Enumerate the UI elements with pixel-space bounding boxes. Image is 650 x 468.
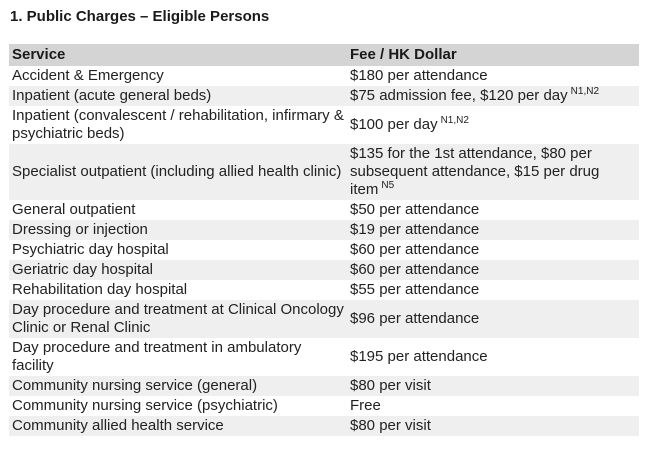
service-text: Community nursing service (general) (12, 377, 258, 394)
fee-cell (347, 220, 639, 240)
fee-text: $195 per attendance (350, 348, 488, 365)
service-text: Dressing or injection (12, 221, 148, 238)
service-text: Rehabilitation day hospital (12, 281, 188, 298)
service-text: Community allied health service (12, 417, 224, 434)
fee-cell (347, 144, 639, 200)
fee-cell (347, 200, 639, 220)
table-row (9, 396, 639, 416)
service-text: Inpatient (acute general beds) (12, 87, 212, 104)
table-row (9, 106, 639, 144)
fee-cell (347, 86, 639, 106)
fee-cell (347, 416, 639, 436)
service-text: Psychiatric day hospital (12, 241, 169, 258)
fee-cell (347, 396, 639, 416)
service-text: Community nursing service (psychiatric) (12, 397, 278, 414)
service-text: Specialist outpatient (including allied health clinic) (12, 163, 342, 180)
column-header-service: Service (9, 44, 347, 66)
column-header-fee: Fee / HK Dollar (347, 44, 639, 66)
fee-cell (347, 260, 639, 280)
fee-text: $75 admission fee, $120 per day (350, 87, 568, 104)
service-text: General outpatient (12, 201, 136, 218)
service-text: Day procedure and treatment at Clinical Oncology Clinic or Renal Clinic (12, 301, 344, 336)
service-text: Day procedure and treatment in ambulatory facility (12, 339, 302, 374)
table-row (9, 416, 639, 436)
fee-cell (347, 240, 639, 260)
fee-text: $96 per attendance (350, 310, 480, 327)
service-cell (9, 338, 347, 376)
table-row (9, 300, 639, 338)
page-title: 1. Public Charges – Eligible Persons (10, 8, 270, 25)
fee-text: $50 per attendance (350, 201, 480, 218)
table-body (9, 66, 639, 436)
service-text: Geriatric day hospital (12, 261, 153, 278)
service-cell (9, 144, 347, 200)
service-cell (9, 300, 347, 338)
service-cell (9, 416, 347, 436)
fee-text: $135 for the 1st attendance, $80 per subsequent attendance, $15 per drug item (350, 145, 600, 198)
fee-text: $60 per attendance (350, 261, 480, 278)
fee-text: $100 per day (350, 116, 438, 133)
service-cell (9, 86, 347, 106)
fee-text: $55 per attendance (350, 281, 480, 298)
service-cell (9, 66, 347, 86)
service-cell (9, 396, 347, 416)
service-cell (9, 260, 347, 280)
fee-cell (347, 376, 639, 396)
table-row (9, 376, 639, 396)
fee-cell (347, 338, 639, 376)
fee-cell (347, 300, 639, 338)
footnote-ref: N1,N2 (440, 115, 469, 126)
table-header-row (9, 44, 639, 66)
table-row (9, 240, 639, 260)
fee-text: $60 per attendance (350, 241, 480, 258)
service-text: Accident & Emergency (12, 67, 164, 84)
table-row (9, 86, 639, 106)
service-cell (9, 200, 347, 220)
fee-cell (347, 106, 639, 144)
service-cell (9, 376, 347, 396)
table-row (9, 144, 639, 200)
table-row (9, 200, 639, 220)
fee-cell (347, 66, 639, 86)
fee-text: $80 per visit (350, 377, 431, 394)
table-row (9, 338, 639, 376)
service-cell (9, 240, 347, 260)
fee-text: $19 per attendance (350, 221, 480, 238)
fees-table (9, 44, 639, 436)
service-text: Inpatient (convalescent / rehabilitation, infirmary & psychiatric beds) (12, 107, 344, 142)
table-row (9, 66, 639, 86)
fee-text: Free (350, 397, 381, 414)
table-row (9, 220, 639, 240)
fee-cell (347, 280, 639, 300)
footnote-ref: N1,N2 (570, 86, 600, 97)
fee-text: $80 per visit (350, 417, 431, 434)
footnote-ref: N5 (381, 180, 395, 191)
service-cell (9, 220, 347, 240)
table-row (9, 280, 639, 300)
service-cell (9, 280, 347, 300)
table-row (9, 260, 639, 280)
service-cell (9, 106, 347, 144)
fee-text: $180 per attendance (350, 67, 488, 84)
